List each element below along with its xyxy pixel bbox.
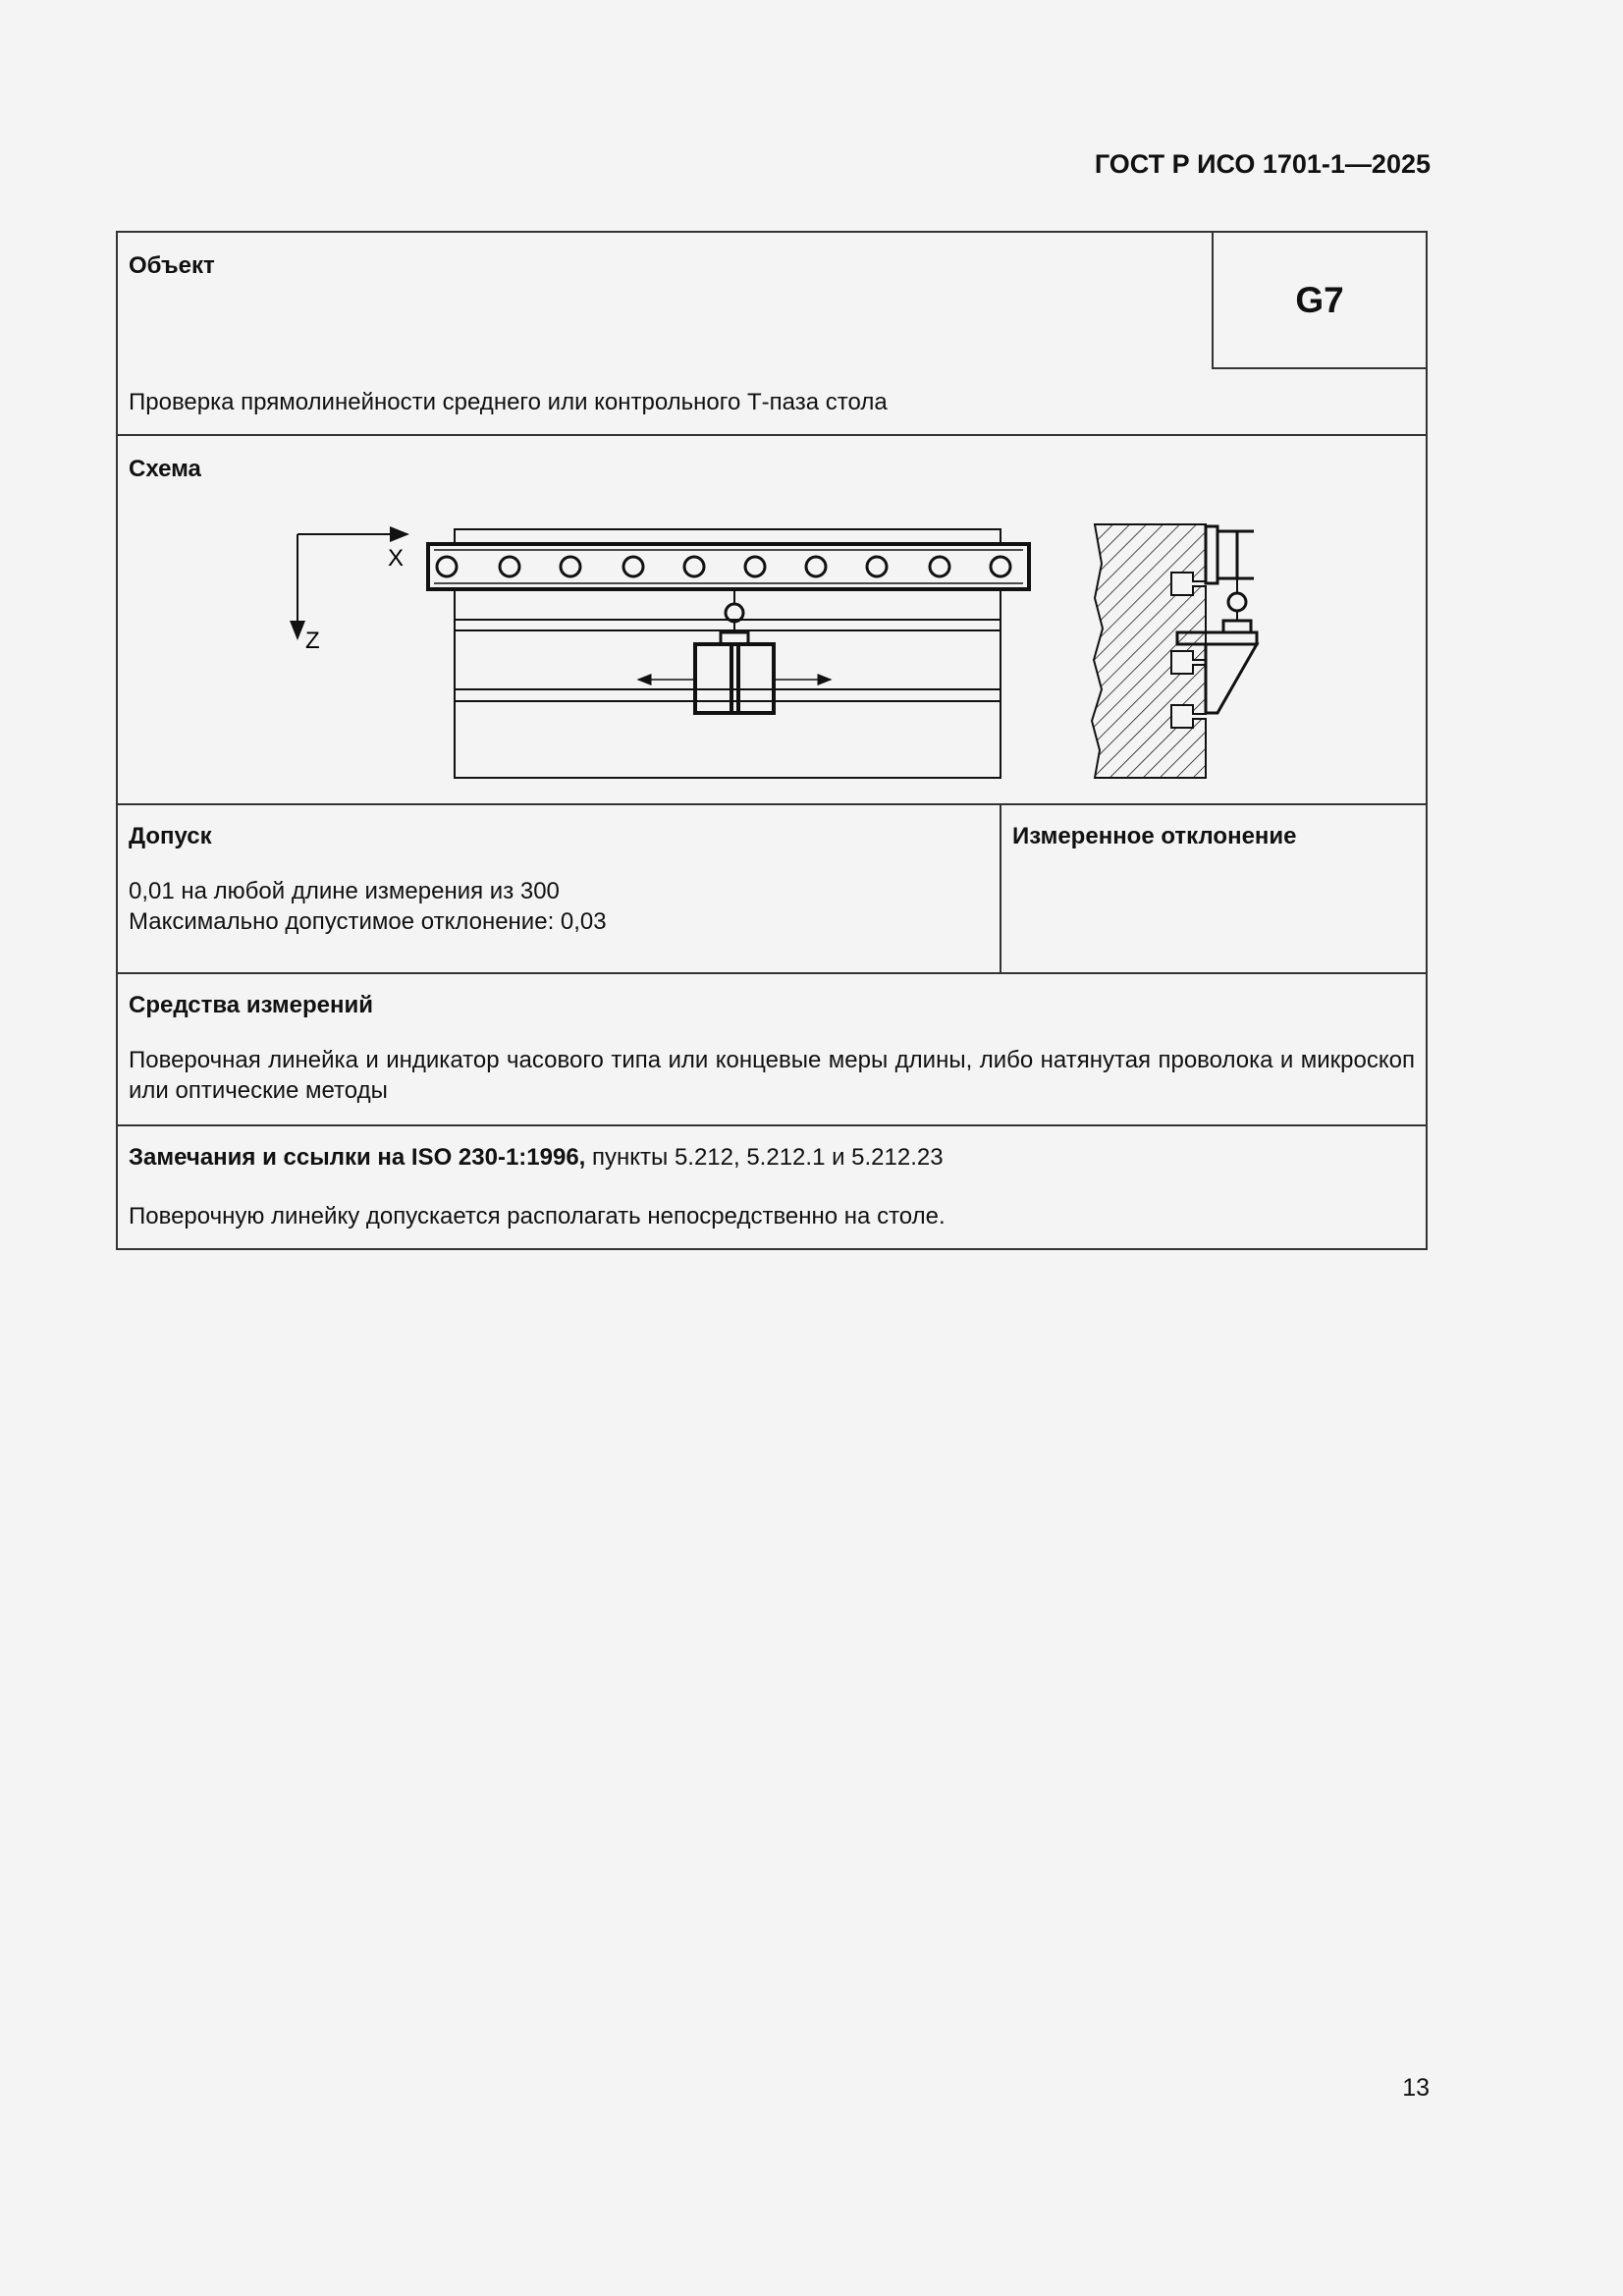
notes-text: Поверочную линейку допускается располагать непосредственно на столе. (129, 1203, 946, 1230)
scheme-label: Схема (129, 456, 201, 482)
tolerance-label: Допуск (129, 823, 212, 849)
notes-section (118, 1126, 1426, 1248)
object-label: Объект (129, 252, 215, 279)
tolerance-section (118, 805, 1426, 974)
measuring-means-label: Средства измерений (129, 992, 374, 1018)
measured-deviation-cell (1001, 805, 1426, 972)
tolerance-line-1: 0,01 на любой длине измерения из 300 (129, 878, 560, 904)
scheme-drawing (118, 436, 1426, 803)
test-card (116, 231, 1428, 1250)
measuring-means-text: Поверочная линейка и индикатор часового типа или концевые меры длины, либо натянутая проволока и микроскоп или оптические методы (129, 1047, 1415, 1104)
scheme-section (118, 436, 1426, 805)
dial-indicator (695, 589, 774, 713)
table-section-view (1092, 524, 1257, 778)
test-code: G7 (1212, 233, 1426, 369)
measured-deviation-label: Измеренное отклонение (1012, 823, 1297, 849)
object-description: Проверка прямолинейности среднего или контрольного Т-паза стола (129, 389, 888, 415)
straightedge (428, 544, 1029, 589)
axis-indicator (298, 534, 407, 654)
notes-refs: пункты 5.212, 5.212.1 и 5.212.23 (585, 1144, 944, 1171)
document-header: ГОСТ Р ИСО 1701-1—2025 (1094, 149, 1431, 179)
object-section (118, 233, 1426, 436)
measuring-means-section (118, 974, 1426, 1126)
notes-label: Замечания и ссылки на ISO 230-1:1996, (129, 1144, 586, 1171)
notes-heading (129, 1144, 1415, 1172)
axis-x-label: X (388, 545, 405, 572)
tolerance-cell (118, 805, 1001, 972)
page-number: 13 (1402, 2074, 1430, 2102)
tolerance-line-2: Максимально допустимое отклонение: 0,03 (129, 908, 607, 935)
axis-z-label: Z (305, 628, 320, 654)
